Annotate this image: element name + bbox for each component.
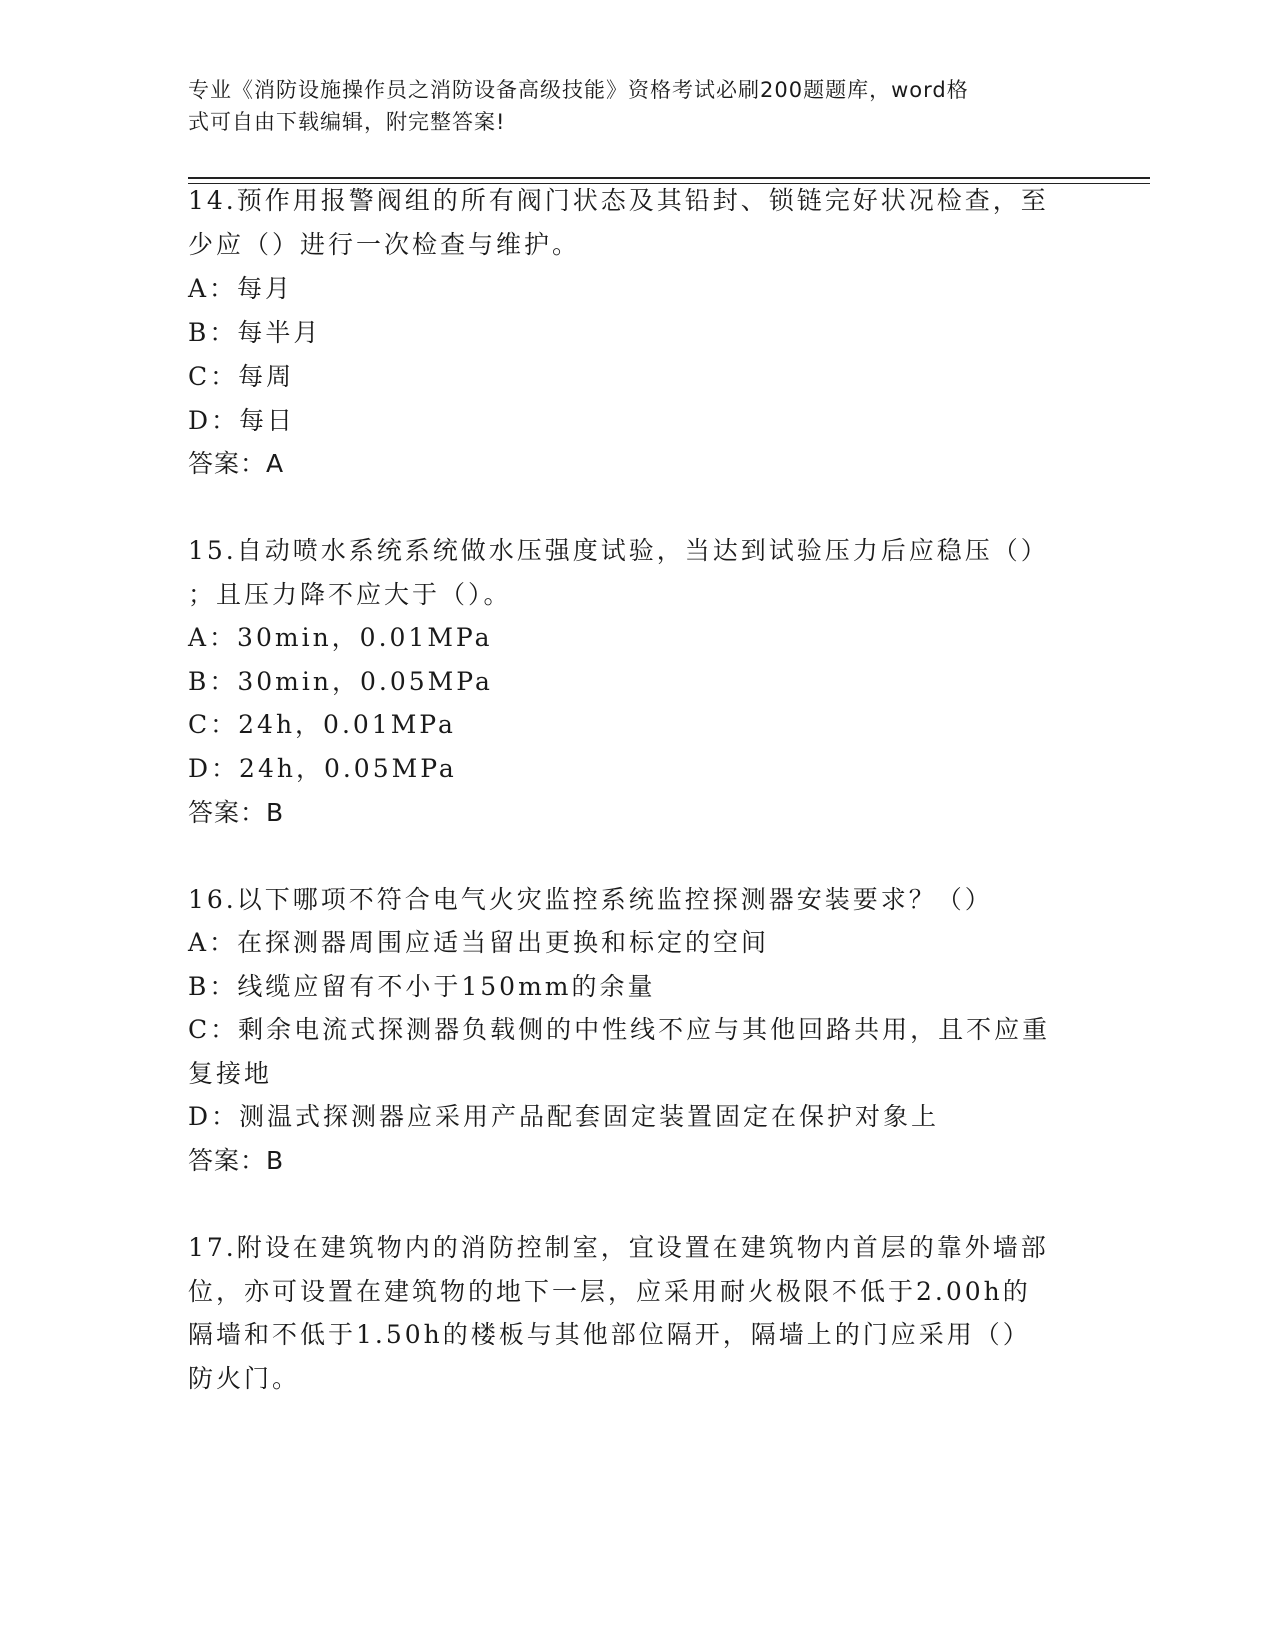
header-divider-thin — [188, 183, 1150, 184]
header-line-1: 专业《消防设施操作员之消防设备高级技能》资格考试必刷200题题库，word格 — [188, 78, 969, 102]
question-stem: 隔墙和不低于1.50h的楼板与其他部位隔开，隔墙上的门应采用（） — [188, 1320, 1031, 1349]
answer: 答案：B — [188, 1146, 285, 1175]
question-stem: 15.自动喷水系统系统做水压强度试验，当达到试验压力后应稳压（） — [188, 536, 1049, 565]
question-stem: 位，亦可设置在建筑物的地下一层，应采用耐火极限不低于2.00h的 — [188, 1277, 1031, 1306]
question-stem: 少应（）进行一次检查与维护。 — [188, 230, 581, 259]
header-divider — [188, 177, 1150, 179]
question-stem: 防火门。 — [188, 1364, 301, 1393]
question-stem: 17.附设在建筑物内的消防控制室，宜设置在建筑物内首层的靠外墙部 — [188, 1233, 1049, 1262]
option-c: C：剩余电流式探测器负载侧的中性线不应与其他回路共用，且不应重 — [188, 1015, 1051, 1044]
option-d: D：测温式探测器应采用产品配套固定装置固定在保护对象上 — [188, 1102, 940, 1131]
option-a: A：30min，0.01MPa — [188, 623, 493, 652]
option-c: C：24h，0.01MPa — [188, 710, 456, 739]
answer: 答案：B — [188, 798, 285, 827]
option-b: B：30min，0.05MPa — [188, 667, 493, 696]
question-stem: ；且压力降不应大于（）。 — [188, 580, 512, 609]
document-header — [188, 74, 1088, 138]
option-c: C：每周 — [188, 362, 295, 391]
option-b: B：每半月 — [188, 318, 322, 347]
option-c-continued: 复接地 — [188, 1059, 273, 1088]
question-stem: 16.以下哪项不符合电气火灾监控系统监控探测器安装要求？（） — [188, 885, 993, 914]
option-b: B：线缆应留有不小于150mm的余量 — [188, 972, 656, 1001]
option-a: A：在探测器周围应适当留出更换和标定的空间 — [188, 928, 770, 957]
option-d: D：每日 — [188, 406, 296, 435]
option-a: A：每月 — [188, 274, 294, 303]
answer: 答案：A — [188, 449, 285, 478]
header-line-2: 式可自由下载编辑，附完整答案! — [188, 110, 506, 134]
question-stem: 14.预作用报警阀组的所有阀门状态及其铅封、锁链完好状况检查，至 — [188, 186, 1049, 215]
option-d: D：24h，0.05MPa — [188, 754, 457, 783]
